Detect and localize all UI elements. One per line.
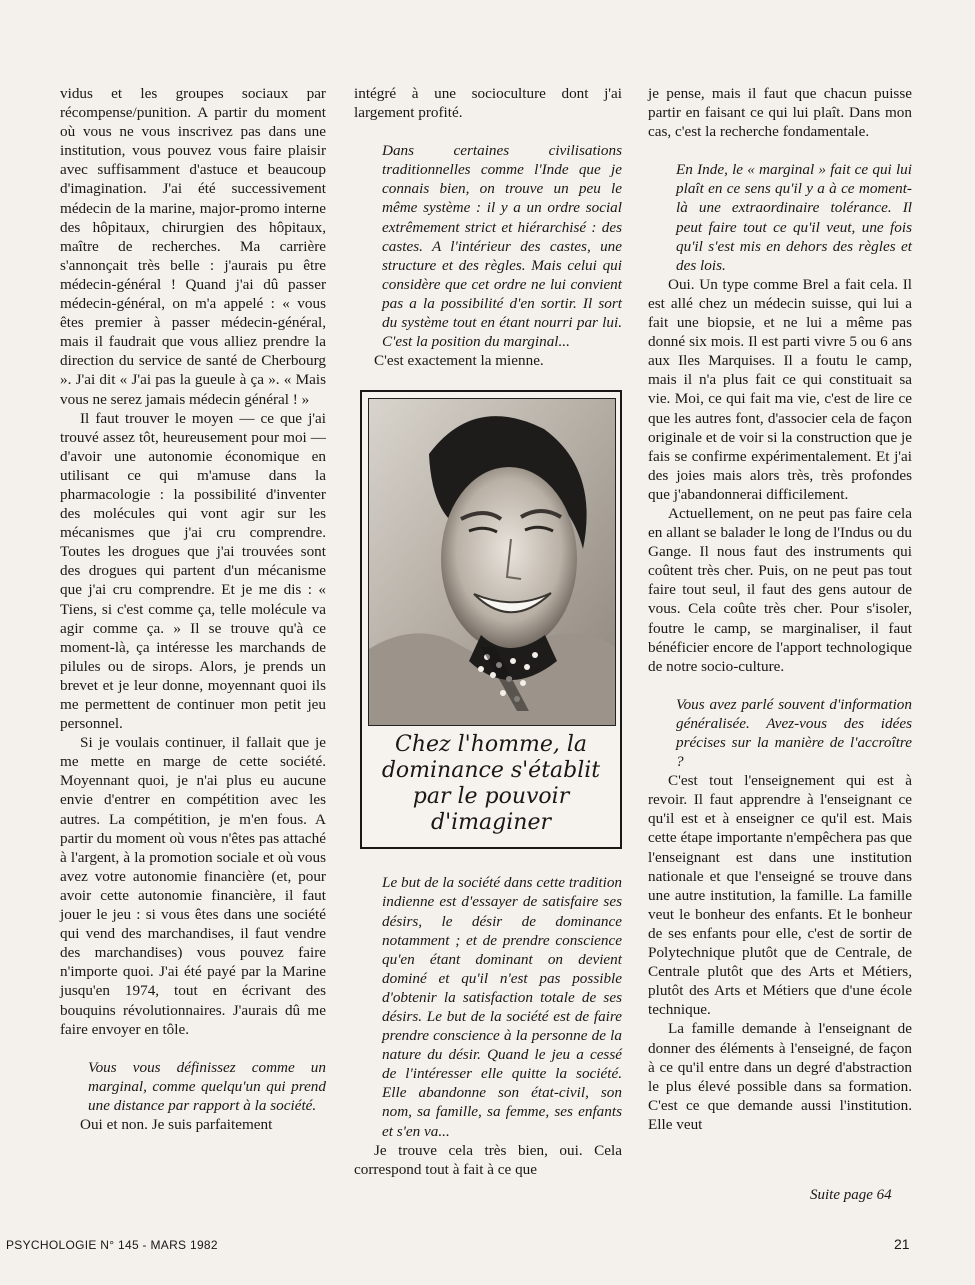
column-2-top-text (354, 84, 622, 370)
paragraph: je pense, mais il faut que chacun puisse partir en faisant ce qui lui plaît. Dans mon cas, c'est la recherche fondamentale. (648, 85, 912, 141)
paragraph: vidus et les groupes sociaux par récompense/punition. A partir du moment où vous ne vous inscrivez pas dans une institution, vous pouvez vous faire plaisir avec suffisamment d'astuce et beaucoup d'imagination. J'ai été successivement médecin de la marine, major-promo interne des hôpitaux, chirurgien des hôpitaux, maître de recherches. Ma carrière s'annonçait très belle : j'aurais pu être médecin-général ! Quand j'ai dû passer médecin-général, on m'a appelé : « vous êtes premier à passer médecin-général, mais il faudrait que vous alliez prendre la direction du service de santé de Cherbourg ». J'ai dit « J'ai pas la gueule à ça ». « Mais vous ne serez jamais médecin général ! » (60, 85, 326, 408)
column-3 (648, 84, 912, 1134)
column-2-bottom-text (354, 873, 622, 1179)
paragraph: C'est tout l'enseignement qui est à revoir. Il faut apprendre à l'enseignant ce qu'il est et à enseigner ce qu'il est. Mais cette étape importante n'empêchera pas que l'enseignant est dans une institution nationale et que l'enseigné se trouve dans une autre institution, la famille. La famille veut le bonheur des enfants. Et le bonheur de ses enfants pour elle, c'est de sortir de Polytechnique plutôt que de Centrale, de Centrale plutôt que des Arts et Métiers, plutôt des Arts et Métiers que d'une école technique. (648, 772, 912, 1019)
paragraph: La famille demande à l'enseignant de donner des éléments à l'enseigné, de façon à ce qu'il entre dans un degré d'abstraction le plus élevé possible dans sa formation. C'est ce que demande aussi l'institution. Elle veut (648, 1020, 912, 1133)
paragraph-gap (648, 676, 912, 695)
paragraph: intégré à une socioculture dont j'ai largement profité. (354, 85, 622, 122)
paragraph-gap (354, 122, 622, 141)
page-number: 21 (894, 1236, 910, 1252)
interview-question: Le but de la société dans cette tradition indienne est d'essayer de satisfaire ses désirs, le désir de dominance notamment ; et de prendre conscience qu'en étant dominant on devient dominé et qu'il n'est pas possible d'obtenir la satisfaction totale de ses désirs. Le but de la société est de faire prendre conscience à la personne de la nature du désir. Quand le jeu a cessé de l'intéresser elle quitte la société. Elle abandonne son état-civil, son nom, sa famille, sa femme, ses enfants et s'en va... (382, 874, 623, 1140)
paragraph: C'est exactement la mienne. (374, 352, 544, 370)
column-1 (60, 84, 326, 1134)
portrait-photo (368, 398, 616, 726)
interview-question: Dans certaines civilisations traditionnelles comme l'Inde que je connais bien, on trouve un peu le même système : il y a un ordre social extrêmement strict et hiérarchisé : des castes. A l'intérieur des castes, une structure et des règles. Mais celui qui considère que cet ordre ne lui convient pas a la possibilité d'en sortir. Il sort du système tout en étant nourri par lui. C'est la position du marginal... (382, 142, 622, 351)
photo-caption: Chez l'homme, la dominance s'établit par le pouvoir d'imaginer (381, 732, 601, 836)
paragraph: Je trouve cela très bien, oui. Cela correspond tout à fait à ce que (354, 1141, 622, 1178)
paragraph-gap (60, 1039, 326, 1058)
paragraph: Il faut trouver le moyen — ce que j'ai trouvé assez tôt, heureusement pour moi — d'avoir une autonomie économique en utilisant ce qui m'amuse dans la pharmacologie : la possibilité d'inventer des molécules qui vont agir sur les mécanismes que j'ai cru comprendre. Toutes les drogues que j'ai trouvées sont des drogues qui partent d'un mécanisme que j'ai cru comprendre. Et je me dis : « Tiens, si c'est comme ça, telle molécule va agir comme ça. » Il se trouve qu'à ce moment-là, ça intéresse les marchands de pilules ou de sirops. Alors, je prends un brevet et je leur donne, moyennant quoi ils me permettent de continuer mon petit jeu personnel. (60, 409, 326, 733)
interview-question: Vous avez parlé souvent d'information généralisée. Avez-vous des idées précises sur la manière de l'accroître ? (676, 695, 912, 771)
column-2 (354, 84, 622, 1179)
paragraph: Actuellement, on ne peut pas faire cela en allant se balader le long de l'Indus ou du Gange. Il nous faut des instruments qui coûtent très cher. Puis, on ne peut pas tout faire tout seul, il faut des gens autour de vous. Cela coûte très cher. Pour s'isoler, foutre le camp, se marginaliser, il faut bénéficier encore de l'apport technologique de notre socio-culture. (648, 504, 912, 675)
paragraph-gap (648, 141, 912, 160)
paragraph: Oui et non. Je suis parfaitement (80, 1115, 273, 1133)
publication-footer: PSYCHOLOGIE N° 145 - MARS 1982 (6, 1238, 218, 1252)
paragraph: Oui. Un type comme Brel a fait cela. Il est allé chez un médecin suisse, qui lui a fait une biopsie, et ne lui a même pas donné six mois. Il est parti vivre 5 ou 6 ans aux Iles Marquises. Il a foutu le camp, mais il n'a plus fait ce qui constituait sa vie. Moi, ce qui fait ma vie, c'est de lire ce que les autres font, d'associer cela de façon originale et de voir si la construction que je fais se confirme expérimentalement. Et j'ai des joies mais alors très, très profondes que j'abandonnerai difficilement. (648, 275, 912, 503)
interview-question: En Inde, le « marginal » fait ce qui lui plaît en ce sens qu'il y a à ce moment-là une extraordinaire tolérance. Il peut faire tout ce qu'il veut, une fois qu'il s'est mis en dehors des règles et des lois. (676, 161, 912, 274)
continuation-note: Suite page 64 (810, 1187, 892, 1203)
photo-box (360, 390, 622, 849)
interview-question: Vous vous définissez comme un marginal, comme quelqu'un qui prend une distance par rapport à la société. (88, 1058, 326, 1114)
paragraph: Si je voulais continuer, il fallait que je me mette en marge de cette société. Moyennant quoi, je n'ai plus eu aucune envie d'entrer en compétition avec les autres. La compétition, je m'en fous. A partir du moment où vous n'êtes pas attaché à l'argent, à la promotion sociale et où vous avez votre autonomie financière (et, pour avoir cette autonomie financière, il faut jouer le jeu : si vous êtes dans une société qui vend des marchandises, il faut vendre des marchandises) vous pouvez faire n'importe quoi. J'ai été payé par la Marine jusqu'en 1974, tout en écrivant des bouquins révolutionnaires. J'aurais dû me faire envoyer en tôle. (60, 734, 326, 1038)
